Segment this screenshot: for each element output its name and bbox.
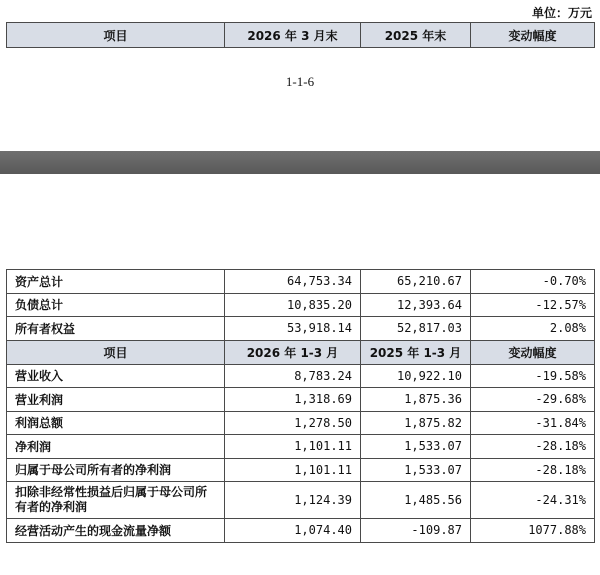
- row-current: 1,124.39: [225, 482, 361, 519]
- row-change: -31.84%: [471, 411, 595, 435]
- table-header-row: [7, 23, 595, 48]
- row-current: 53,918.14: [225, 317, 361, 341]
- row-current: 1,278.50: [225, 411, 361, 435]
- row-item: 所有者权益: [7, 317, 225, 341]
- row-prior: -109.87: [361, 519, 471, 543]
- row-item: 利润总额: [7, 411, 225, 435]
- row-item: 营业利润: [7, 388, 225, 412]
- header-change: 变动幅度: [471, 340, 595, 364]
- table-row: [7, 388, 595, 412]
- row-change: -24.31%: [471, 482, 595, 519]
- table-row: [7, 270, 595, 294]
- row-change: -19.58%: [471, 364, 595, 388]
- row-prior: 1,533.07: [361, 435, 471, 459]
- row-current: 1,074.40: [225, 519, 361, 543]
- row-change: -28.18%: [471, 458, 595, 482]
- row-item: 净利润: [7, 435, 225, 459]
- row-item: 经营活动产生的现金流量净额: [7, 519, 225, 543]
- row-prior: 1,875.36: [361, 388, 471, 412]
- table-row: [7, 411, 595, 435]
- row-current: 1,318.69: [225, 388, 361, 412]
- row-item: 归属于母公司所有者的净利润: [7, 458, 225, 482]
- header-period-current: 2026 年 3 月末: [225, 23, 361, 48]
- header-period-current: 2026 年 1-3 月: [225, 340, 361, 364]
- table-row: [7, 293, 595, 317]
- row-prior: 1,875.82: [361, 411, 471, 435]
- table-header-row: [7, 340, 595, 364]
- table-row: [7, 519, 595, 543]
- row-prior: 12,393.64: [361, 293, 471, 317]
- row-change: -12.57%: [471, 293, 595, 317]
- row-item: 资产总计: [7, 270, 225, 294]
- row-item: 营业收入: [7, 364, 225, 388]
- page-number: 1-1-6: [285, 74, 315, 89]
- header-item: 项目: [7, 23, 225, 48]
- row-current: 1,101.11: [225, 458, 361, 482]
- table-row: [7, 435, 595, 459]
- header-period-prior: 2025 年 1-3 月: [361, 340, 471, 364]
- row-prior: 1,533.07: [361, 458, 471, 482]
- row-item: 负债总计: [7, 293, 225, 317]
- table-row: [7, 482, 595, 519]
- header-period-prior: 2025 年末: [361, 23, 471, 48]
- row-change: -29.68%: [471, 388, 595, 412]
- table-row: [7, 458, 595, 482]
- row-change: 2.08%: [471, 317, 595, 341]
- row-item: 扣除非经常性损益后归属于母公司所有者的净利润: [7, 482, 225, 519]
- row-current: 8,783.24: [225, 364, 361, 388]
- header-change: 变动幅度: [471, 23, 595, 48]
- unit-label: 单位：万元: [531, 6, 592, 20]
- row-change: -0.70%: [471, 270, 595, 294]
- table-row: [7, 317, 595, 341]
- header-item: 项目: [7, 340, 225, 364]
- row-prior: 52,817.03: [361, 317, 471, 341]
- row-prior: 1,485.56: [361, 482, 471, 519]
- row-current: 10,835.20: [225, 293, 361, 317]
- table-row: [7, 364, 595, 388]
- page-divider: [0, 151, 600, 174]
- row-current: 1,101.11: [225, 435, 361, 459]
- row-current: 64,753.34: [225, 270, 361, 294]
- financial-data-table: [6, 269, 595, 543]
- row-change: 1077.88%: [471, 519, 595, 543]
- row-change: -28.18%: [471, 435, 595, 459]
- row-prior: 65,210.67: [361, 270, 471, 294]
- row-prior: 10,922.10: [361, 364, 471, 388]
- balance-header-table: [6, 22, 595, 48]
